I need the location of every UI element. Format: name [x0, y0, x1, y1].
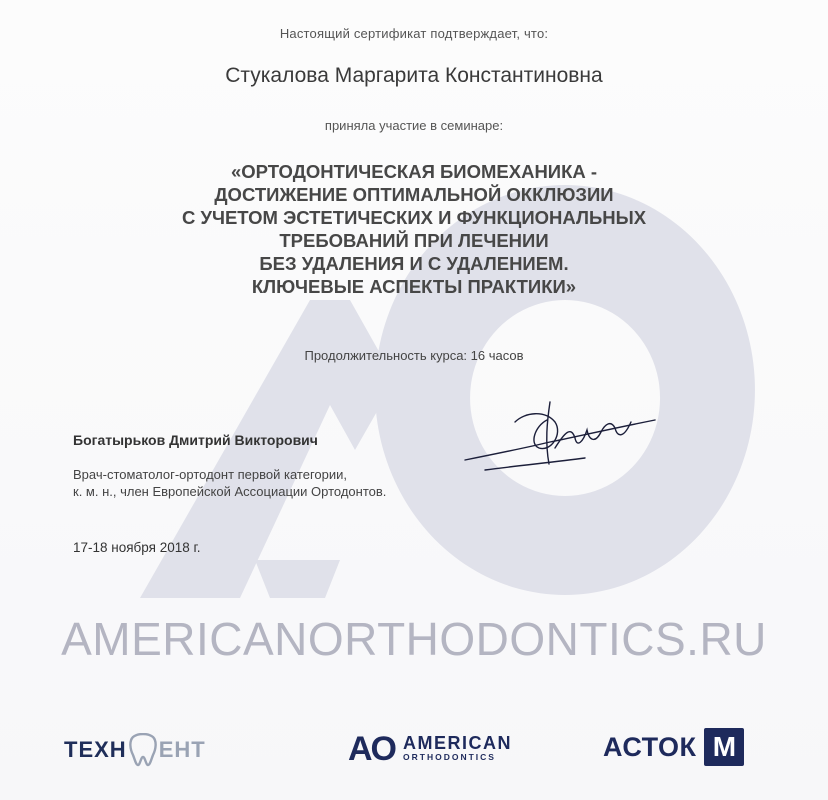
lecturer-title [73, 466, 386, 500]
seminar-title [0, 160, 828, 298]
seminar-title-line: ДОСТИЖЕНИЕ ОПТИМАЛЬНОЙ ОККЛЮЗИИ [214, 184, 614, 205]
seminar-title-line: КЛЮЧЕВЫЕ АСПЕКТЫ ПРАКТИКИ» [251, 276, 577, 297]
intro-text: Настоящий сертификат подтверждает, что: [279, 26, 549, 41]
tekhno-text-right: ЕНТ [158, 737, 206, 762]
participation-text: приняла участие в семинаре: [324, 118, 504, 133]
signature [455, 382, 675, 482]
ao-logo-word-american: AMERICAN [403, 732, 512, 753]
tekhnodent-logo [64, 730, 206, 770]
lecturer-title-line: к. м. н., член Европейской Ассоциации Ортодонтов. [73, 484, 387, 499]
lecturer-title-line: Врач-стоматолог-ортодонт первой категории, [73, 467, 348, 482]
seminar-title-line: БЕЗ УДАЛЕНИЯ И С УДАЛЕНИЕМ. [259, 253, 569, 274]
astok-logo-text: АСТОК [603, 731, 697, 762]
seminar-title-line: С УЧЕТОМ ЭСТЕТИЧЕСКИХ И ФУНКЦИОНАЛЬНЫХ [181, 207, 647, 228]
course-duration: Продолжительность курса: 16 часов [304, 348, 524, 363]
website-url: AMERICANORTHODONTICS.RU [61, 613, 767, 665]
tekhno-text-left: ТЕХН [64, 737, 127, 762]
tooth-icon [128, 733, 158, 767]
astok-logo [603, 728, 744, 766]
astok-logo-m-badge: M [704, 728, 744, 766]
ao-logo-mark: AO [348, 730, 395, 768]
ao-logo-words [403, 732, 512, 764]
ao-logo-word-orthodontics: ORTHODONTICS [403, 751, 496, 762]
seminar-title-line: ТРЕБОВАНИЙ ПРИ ЛЕЧЕНИИ [279, 230, 549, 251]
recipient-name: Стукалова Маргарита Константиновна [225, 64, 603, 87]
seminar-date: 17-18 ноября 2018 г. [73, 540, 201, 555]
american-orthodontics-logo [348, 730, 512, 769]
lecturer-name: Богатырьков Дмитрий Викторович [73, 432, 318, 448]
seminar-title-line: «ОРТОДОНТИЧЕСКАЯ БИОМЕХАНИКА - [230, 161, 598, 182]
